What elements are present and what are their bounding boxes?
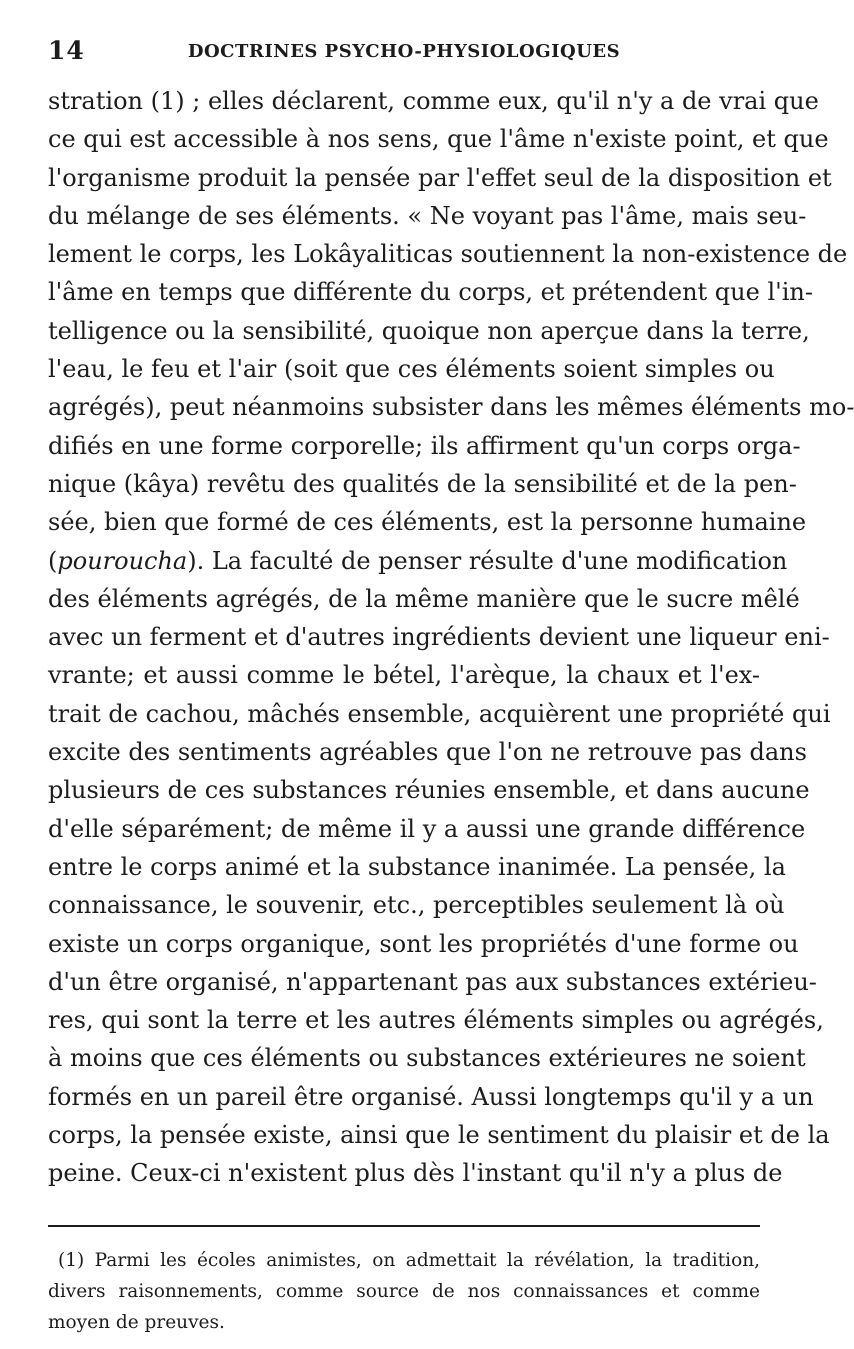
- text-line: sée, bien que formé de ces éléments, est la personne humaine: [48, 508, 807, 537]
- footnote-divider: [48, 1225, 760, 1227]
- page-number: 14: [48, 36, 85, 65]
- text-line: du mélange de ses éléments. « Ne voyant pas l'âme, mais seu-: [48, 201, 807, 230]
- page-header: [48, 36, 760, 70]
- text-line: peine. Ceux-ci n'existent plus dès l'instant qu'il n'y a plus de: [48, 1159, 783, 1188]
- body-text: [48, 82, 854, 1193]
- line-continuation: ). La faculté de penser résulte d'une modification: [187, 546, 788, 575]
- italic-term: pourouchа: [57, 546, 188, 575]
- text-line: corps, la pensée existe, ainsi que le sentiment du plaisir et de la: [48, 1121, 830, 1150]
- text-line: à moins que ces éléments ou substances extérieures ne soient: [48, 1044, 806, 1073]
- text-line: d'elle séparément; de même il y a aussi une grande différence: [48, 814, 806, 843]
- text-line: vrante; et aussi comme le bétel, l'arèque, la chaux et l'ex-: [48, 661, 760, 690]
- footnote-line: (1) Parmi les écoles animistes, on admettait la révélation, la tradition,: [58, 1249, 760, 1271]
- text-line: entre le corps animé et la substance inanimée. La pensée, la: [48, 852, 786, 881]
- footnote-line: divers raisonnements, comme source de nos connaissances et comme: [48, 1280, 760, 1302]
- text-line-with-italic: [48, 542, 788, 580]
- text-line: des éléments agrégés, de la même manière que le sucre mêlé: [48, 584, 800, 613]
- running-title: DOCTRINES PSYCHO-PHYSIOLOGIQUES: [187, 41, 621, 62]
- text-line: nique (kâya) revêtu des qualités de la sensibilité et de la pen-: [48, 469, 797, 498]
- text-line: difiés en une forme corporelle; ils affirment qu'un corps orga-: [48, 431, 801, 460]
- open-paren: (: [48, 546, 58, 575]
- text-line: l'organisme produit la pensée par l'effet seul de la disposition et: [48, 163, 832, 192]
- text-line: d'un être organisé, n'appartenant pas aux substances extérieu-: [48, 967, 817, 996]
- text-line: avec un ferment et d'autres ingrédients devient une liqueur eni-: [48, 623, 830, 652]
- text-line: connaissance, le souvenir, etc., perceptibles seulement là où: [48, 891, 785, 920]
- text-line: l'âme en temps que différente du corps, et prétendent que l'in-: [48, 278, 813, 307]
- footnote: [48, 1245, 760, 1338]
- text-line: telligence ou la sensibilité, quoique non aperçue dans la terre,: [48, 316, 810, 345]
- text-line: existe un corps organique, sont les propriétés d'une forme ou: [48, 929, 799, 958]
- text-line: ce qui est accessible à nos sens, que l'âme n'existe point, et que: [48, 125, 829, 154]
- text-line: stration (1) ; elles déclarent, comme eux, qu'il n'y a de vrai que: [48, 87, 819, 115]
- text-line: lement le corps, les Lokâyaliticas soutiennent la non-existence de: [48, 240, 848, 269]
- footnote-line: moyen de preuves.: [48, 1311, 225, 1333]
- text-line: l'eau, le feu et l'air (soit que ces éléments soient simples ou: [48, 355, 775, 384]
- text-line: agrégés), peut néanmoins subsister dans les mêmes éléments mo-: [48, 393, 854, 422]
- text-line: res, qui sont la terre et les autres éléments simples ou agrégés,: [48, 1006, 824, 1035]
- text-line: excite des sentiments agréables que l'on ne retrouve pas dans: [48, 738, 807, 767]
- text-line: formés en un pareil être organisé. Aussi longtemps qu'il y a un: [48, 1082, 814, 1111]
- text-line: plusieurs de ces substances réunies ensemble, et dans aucune: [48, 776, 810, 805]
- text-line: trait de cachou, mâchés ensemble, acquièrent une propriété qui: [48, 699, 831, 728]
